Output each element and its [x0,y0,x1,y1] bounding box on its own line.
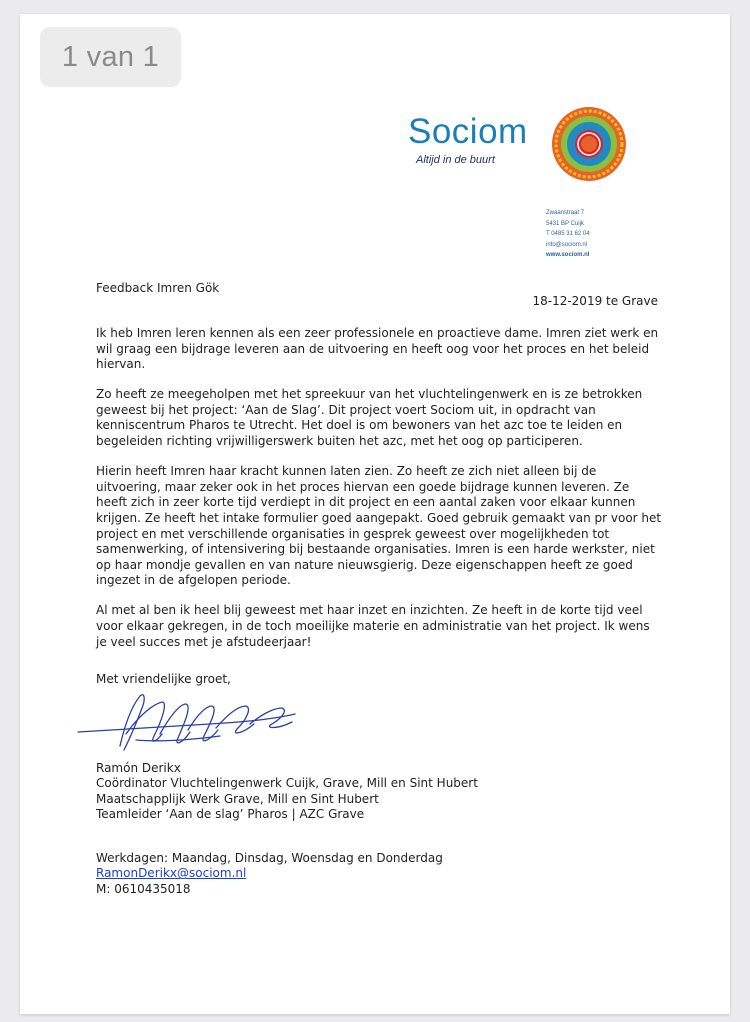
signer-name: Ramón Derikx [96,761,181,775]
signer-title: Teamleider ‘Aan de slag’ Pharos | AZC Grave [96,807,365,822]
sender-address [546,208,590,261]
closing-greeting: Met vriendelijke groet, [96,672,231,686]
page-indicator: 1 van 1 [40,27,181,87]
brand-name: Sociom [408,112,528,151]
address-line: info@sociom.nl [546,241,588,248]
paragraph: Al met al ben ik heel blij geweest met haar inzet en inzichten. Ze heeft in de korte tijd veel voor elkaar gekregen, in de toch moeilijke materie en administratie van het project. Ik wens je veel succes met je afstudeerjaar! [96,603,650,649]
handwritten-signature [70,684,310,764]
letter-date: 18-12-2019 te Grave [532,294,658,308]
address-line: 5431 BP Cuijk [546,220,584,227]
letter-body [96,326,662,665]
signer-title: Maatschapplijk Werk Grave, Mill en Sint Hubert [96,791,379,806]
website-link[interactable]: www.sociom.nl [546,252,590,258]
signer-title: Coördinator Vluchtelingenwerk Cuijk, Grave, Mill en Sint Hubert [96,776,478,791]
paragraph: Hierin heeft Imren haar kracht kunnen laten zien. Zo heeft ze zich niet alleen bij de uitvoering, maar zeker ook in het proces hiervan een goede bijdrage kunnen leveren. Ze heeft zich in zeer korte tijd verdiept in dit project en een aantal zaken voor elkaar kunnen krijgen. Ze heeft het intake formulier goed aangepakt. Goed gebruik gemaakt van pr voor het project en met verschillende organisaties in gesprek geweest over mogelijkheden tot samenwerking, of intensivering bij bestaande organisaties. Imren is een harde werkster, niet op haar mondje gevallen en van nature nieuwsgierig. Deze eigenschappen heeft ze goed ingezet in de afgelopen periode. [96,464,662,588]
mobile-number: M: 0610435018 [96,881,191,896]
address-line: T 0485 31 62 04 [546,231,590,237]
paragraph: Zo heeft ze meegeholpen met het spreekuur van het vluchtelingenwerk en is ze betrokken geweest bij het project: ‘Aan de Slag’. Dit project voert Sociom uit, in opdracht van kenniscentrum Pharos te Utrecht. Het doel is om bewoners van het azc toe te leiden en begeleiden richting vrijwilligerswerk buiten het azc, met het oog op participeren. [96,387,643,449]
letter-subject: Feedback Imren Gök [96,281,220,295]
workdays: Werkdagen: Maandag, Dinsdag, Woensdag en Donderdag [96,851,443,865]
email-link[interactable]: RamonDerikx@sociom.nl [96,866,247,881]
signature-block [96,761,478,823]
paragraph: Ik heb Imren leren kennen als een zeer professionele en proactieve dame. Imren ziet werk en wil graag een bijdrage leveren aan de uitvoering en heeft oog voor het proces en het beleid hiervan. [96,326,659,372]
address-line: Zwaanstraat 7 [546,210,585,216]
sociom-logo-icon [549,104,629,184]
brand-tagline: Altijd in de buurt [416,154,495,166]
contact-block [96,851,443,897]
